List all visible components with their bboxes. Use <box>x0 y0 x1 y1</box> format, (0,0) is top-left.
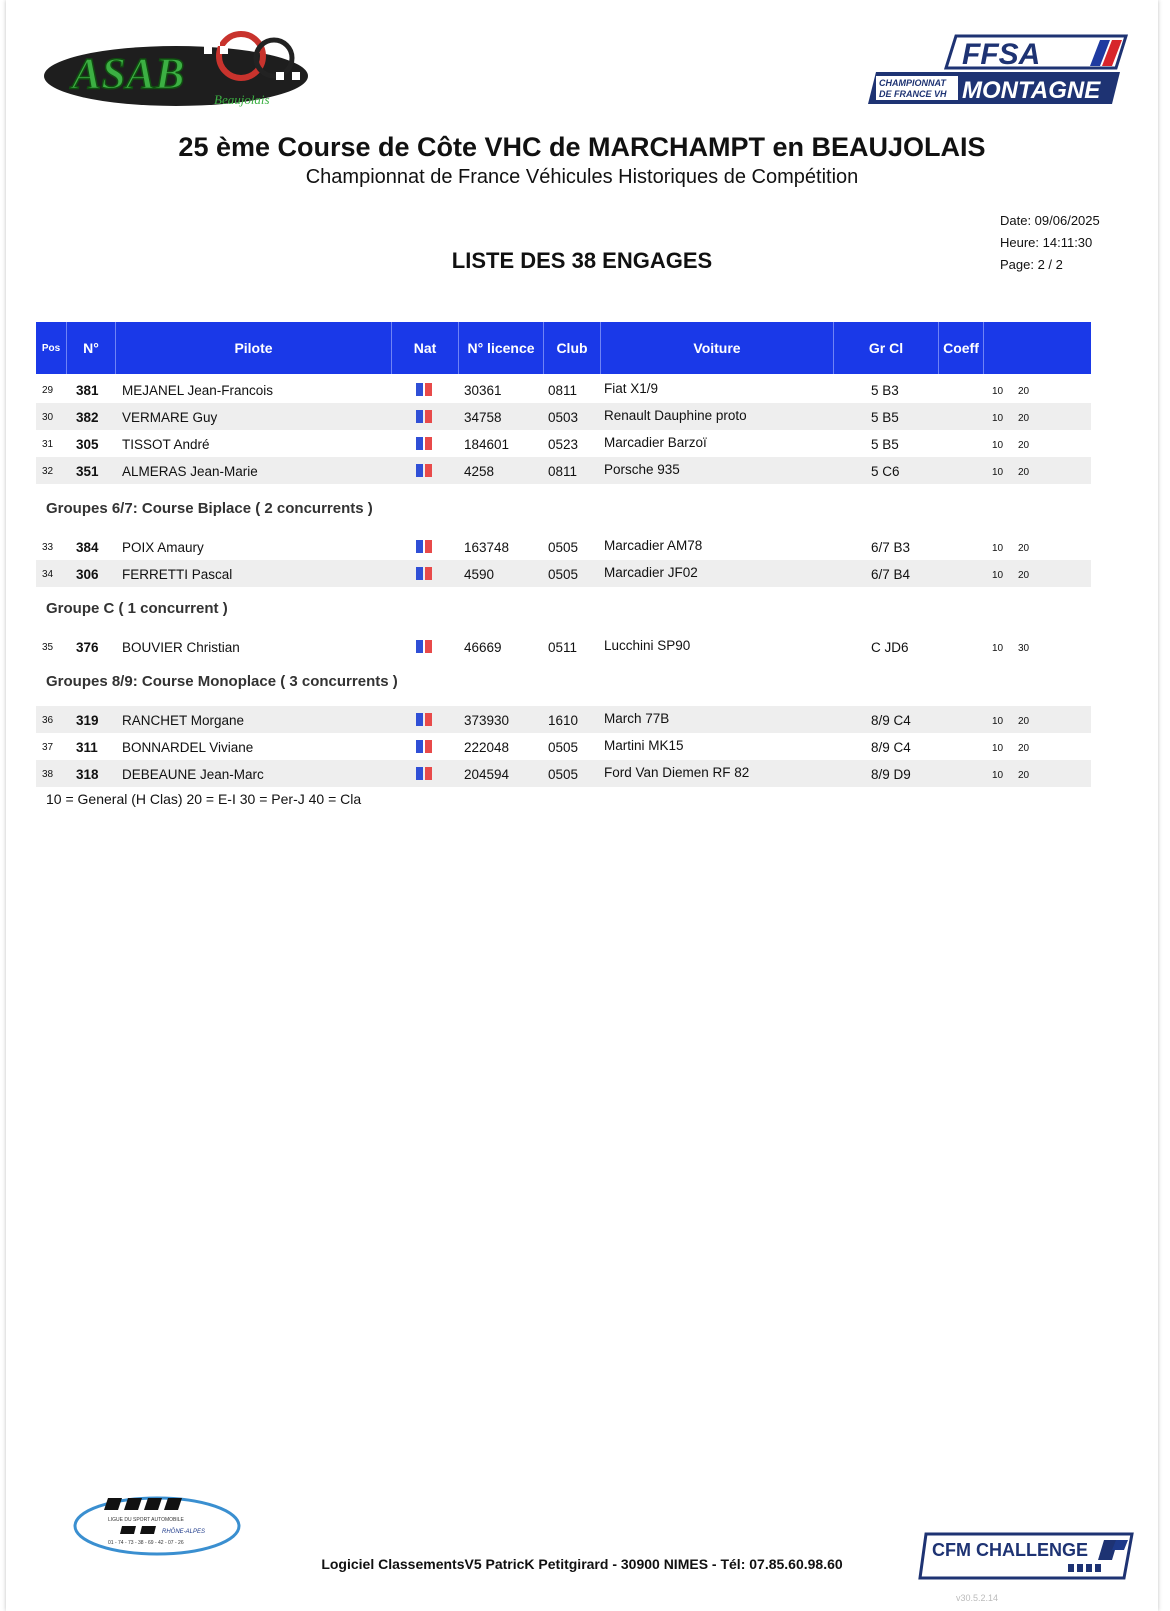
list-title: LISTE DES 38 ENGAGES <box>451 248 713 273</box>
col-grcl: Gr Cl <box>834 322 939 374</box>
group-heading: Groupes 6/7: Course Biplace ( 2 concurrents ) <box>46 500 373 517</box>
col-pilote: Pilote <box>116 322 392 374</box>
svg-text:DE FRANCE VH: DE FRANCE VH <box>879 89 947 99</box>
table-row: 29 381 MEJANEL Jean-Francois 30361 0811 Fiat X1/9 5 B3 10 20 <box>42 381 1030 398</box>
svg-text:ASAB: ASAB <box>72 49 185 98</box>
france-flag-icon <box>416 437 441 450</box>
ligue-rhone-alpes-logo <box>72 1488 242 1558</box>
col-num: N° <box>67 322 116 374</box>
france-flag-icon <box>416 540 441 553</box>
col-pos: Pos <box>36 322 67 374</box>
document-title: 25 ème Course de Côte VHC de MARCHAMPT en BEAUJOLAIS <box>178 132 986 162</box>
col-coeff: Coeff <box>939 322 984 374</box>
france-flag-icon <box>416 464 441 477</box>
table-row: 37 311 BONNARDEL Viviane 222048 0505 Martini MK15 8/9 C4 10 20 <box>42 738 1030 755</box>
table-row: 35 376 BOUVIER Christian 46669 0511 Lucchini SP90 C JD6 10 30 <box>42 638 1030 655</box>
table-header <box>36 322 1091 374</box>
svg-text:RHÔNE-ALPES: RHÔNE-ALPES <box>162 1529 206 1535</box>
version-label: v30.5.2.14 <box>956 1593 999 1603</box>
document-page <box>6 0 1158 1611</box>
asab-logo <box>36 28 316 118</box>
col-voiture: Voiture <box>601 322 834 374</box>
france-flag-icon <box>416 640 441 653</box>
col-club: Club <box>544 322 601 374</box>
france-flag-icon <box>416 383 441 396</box>
table-row: 32 351 ALMERAS Jean-Marie 4258 0811 Porsche 935 5 C6 10 20 <box>36 457 1091 484</box>
page-number: Page: 2 / 2 <box>1000 257 1063 272</box>
table-row: 38 318 DEBEAUNE Jean-Marc 204594 0505 Ford Van Diemen RF 82 8/9 D9 10 20 <box>36 760 1091 787</box>
cfm-challenge-logo <box>918 1532 1136 1582</box>
france-flag-icon <box>416 567 441 580</box>
france-flag-icon <box>416 767 441 780</box>
table-row: 36 319 RANCHET Morgane 373930 1610 March 77B 8/9 C4 10 20 <box>36 706 1091 733</box>
france-flag-icon <box>416 740 441 753</box>
group-heading: Groupes 8/9: Course Monoplace ( 3 concurrents ) <box>46 673 398 690</box>
document-subtitle: Championnat de France Véhicules Historiques de Compétition <box>305 166 859 188</box>
svg-text:MONTAGNE: MONTAGNE <box>962 77 1101 104</box>
col-empty <box>984 322 1092 374</box>
svg-text:LIGUE DU SPORT AUTOMOBILE: LIGUE DU SPORT AUTOMOBILE <box>108 1517 184 1523</box>
svg-text:01 - 74 - 73 - 38 - 69 - 42 -: 01 - 74 - 73 - 38 - 69 - 42 - 07 - 26 <box>108 1540 184 1546</box>
coeff-legend: 10 = General (H Clas) 20 = E-I 30 = Per-J 40 = Cla <box>46 791 362 807</box>
svg-text:CFM CHALLENGE: CFM CHALLENGE <box>932 1540 1088 1560</box>
table-row: 33 384 POIX Amaury 163748 0505 Marcadier AM78 6/7 B3 10 20 <box>42 538 1030 555</box>
col-licence: N° licence <box>459 322 544 374</box>
svg-text:CHAMPIONNAT: CHAMPIONNAT <box>879 78 946 88</box>
table-row: 34 306 FERRETTI Pascal 4590 0505 Marcadier JF02 6/7 B4 10 20 <box>36 560 1091 587</box>
date-label: Date: 09/06/2025 <box>1000 213 1100 228</box>
table-row: 31 305 TISSOT André 184601 0523 Marcadier Barzoï 5 B5 10 20 <box>42 435 1030 452</box>
group-heading: Groupe C ( 1 concurrent ) <box>46 600 228 617</box>
software-footer: Logiciel ClassementsV5 PatricK Petitgirard - 30900 NIMES - Tél: 07.85.60.98.60 <box>321 1556 843 1572</box>
ffsa-montagne-logo <box>864 32 1134 110</box>
col-nat: Nat <box>392 322 459 374</box>
france-flag-icon <box>416 713 441 726</box>
svg-text:FFSA: FFSA <box>962 38 1041 71</box>
table-row: 30 382 VERMARE Guy 34758 0503 Renault Dauphine proto 5 B5 10 20 <box>36 403 1091 430</box>
france-flag-icon <box>416 410 441 423</box>
time-label: Heure: 14:11:30 <box>1000 235 1093 250</box>
svg-text:Beaujolais: Beaujolais <box>214 92 270 107</box>
